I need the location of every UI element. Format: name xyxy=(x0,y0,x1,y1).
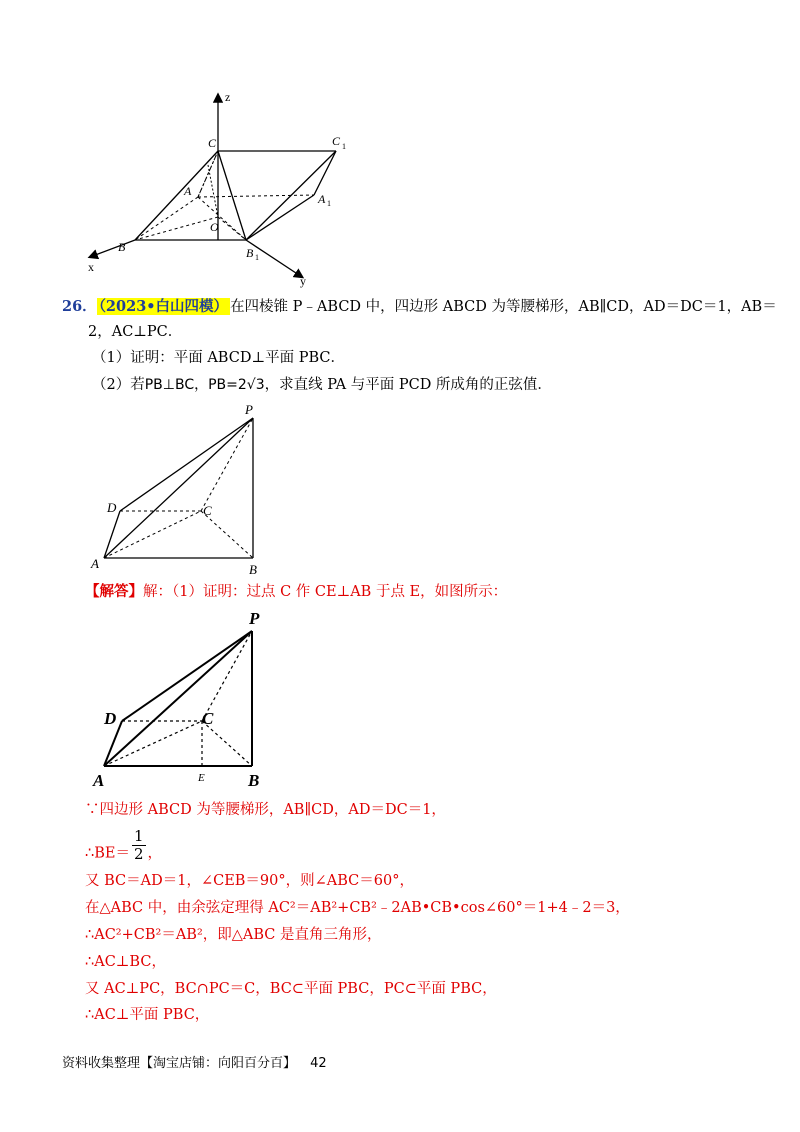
label-y: y xyxy=(300,274,306,288)
figure-pyramid xyxy=(85,398,275,578)
figure-prism-coordinates xyxy=(80,85,370,290)
question-part2 xyxy=(92,375,552,395)
solution-line2-suffix: ， xyxy=(147,845,163,862)
label-z: z xyxy=(225,90,231,104)
label-D: D xyxy=(107,500,117,515)
solution-line7: 又 AC⊥PC，BC∩PC＝C，BC⊂平面 PBC，PC⊂平面 PBC， xyxy=(85,981,497,997)
question-header-line xyxy=(62,297,777,317)
label-A: A xyxy=(91,556,99,571)
label-B1-sub: 1 xyxy=(255,253,259,262)
solution-line8: ∴AC⊥平面 PBC， xyxy=(85,1007,210,1023)
footer-text: 资料收集整理【淘宝店铺：向阳百分百】 xyxy=(62,1056,297,1071)
answer-header: 【解答】 xyxy=(85,583,143,600)
figure-pyramid-with-E xyxy=(92,606,282,791)
answer-intro xyxy=(85,582,507,602)
question-stem-line1: 在四棱锥 P﹣ABCD 中，四边形 ABCD 为等腰梯形，AB∥CD，AD＝DC＝1，AB＝ xyxy=(230,299,777,315)
solution-line5: ∴AC²+CB²＝AB²，即△ABC 是直角三角形， xyxy=(85,927,382,943)
question-source-badge[interactable]: （2023•白山四模） xyxy=(98,298,229,315)
question-number: 26． xyxy=(62,298,97,315)
label-B: B xyxy=(249,562,257,577)
label-A: A xyxy=(93,771,105,790)
solution-line2-prefix: ∴BE＝ xyxy=(85,845,130,862)
solution-line4: 在△ABC 中，由余弦定理得 AC²＝AB²+CB²﹣2AB•CB•cos∠60°＝1+4﹣2＝3， xyxy=(85,900,630,916)
label-C: C xyxy=(202,709,214,728)
label-C: C xyxy=(203,503,212,518)
question-stem-line2: 2，AC⊥PC． xyxy=(88,324,183,340)
label-A1-sub: 1 xyxy=(327,199,331,208)
label-P: P xyxy=(245,402,253,417)
question-part1: （1）证明：平面 ABCD⊥平面 PBC． xyxy=(92,350,345,366)
question-part2-prefix: （2）若 xyxy=(92,377,145,393)
solution-line3: 又 BC＝AD＝1，∠CEB＝90°，则∠ABC＝60°， xyxy=(85,873,414,889)
label-B: B xyxy=(248,771,260,790)
label-C1-sub: 1 xyxy=(342,142,346,151)
label-O: O xyxy=(210,220,219,234)
label-A1: A xyxy=(318,192,326,206)
fraction-denominator: 2 xyxy=(133,845,144,863)
label-C1: C xyxy=(332,134,341,148)
label-E: E xyxy=(198,772,205,784)
question-part2-math: PB⊥BC，PB=2√3 xyxy=(144,377,265,393)
solution-line1: ∵四边形 ABCD 为等腰梯形，AB∥CD，AD＝DC＝1， xyxy=(85,802,446,818)
label-C: C xyxy=(208,136,217,150)
question-part2-suffix: ，求直线 PA 与平面 PCD 所成角的正弦值． xyxy=(264,377,552,393)
answer-intro-text: 解：（1）证明：过点 C 作 CE⊥AB 于点 E，如图所示： xyxy=(143,584,508,600)
page-number: 42 xyxy=(310,1056,327,1071)
page-footer xyxy=(62,1052,327,1071)
label-B: B xyxy=(118,240,126,254)
solution-line6: ∴AC⊥BC， xyxy=(85,954,166,970)
label-A: A xyxy=(184,184,192,198)
solution-line2 xyxy=(85,827,163,871)
fraction-one-half xyxy=(132,828,146,863)
label-D: D xyxy=(104,709,117,728)
label-B1: B xyxy=(246,246,254,260)
label-P: P xyxy=(249,609,260,628)
label-x: x xyxy=(88,260,94,274)
fraction-numerator: 1 xyxy=(133,827,144,845)
